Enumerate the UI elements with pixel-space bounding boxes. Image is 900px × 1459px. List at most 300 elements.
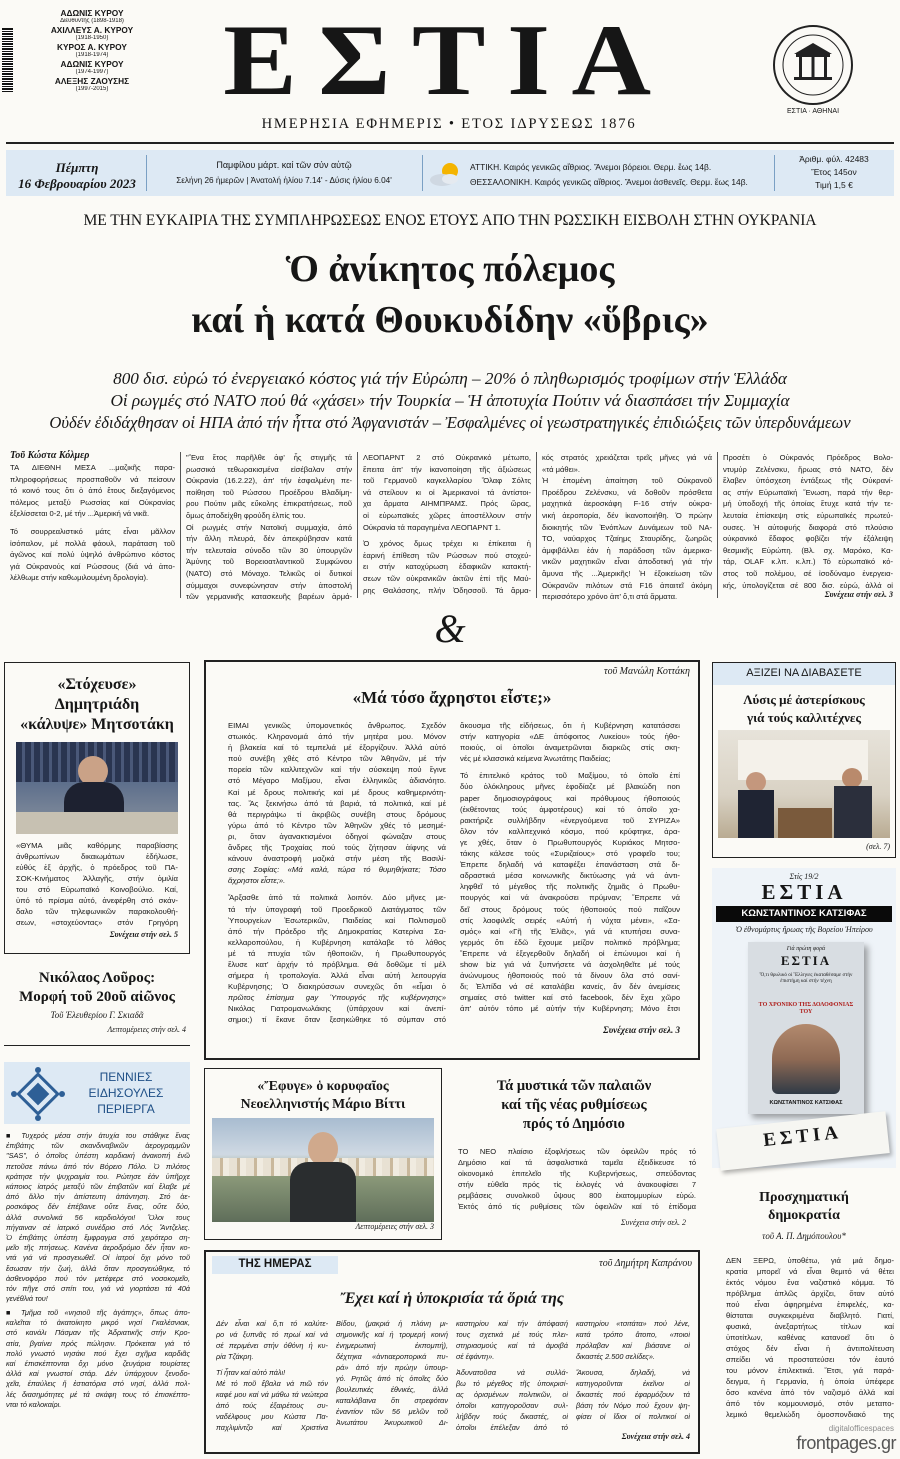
text-line: νική ἀεροπορία, δέν ἱκανοποιήθη. Ὁ πρώην	[542, 510, 712, 520]
text-line: πήγαιναν σέ ἰατρικό συνέδριο στό Λός Ἄντζελες.	[6, 1222, 190, 1232]
text-line: ΤΑ ΔΙΕΘΝΗ ΜΕΣΑ ...μαζικῆς παρα-	[10, 463, 175, 472]
text-line: σμός» καί «Γῆ τῆς Ἐλιᾶς», γιά νά κτυπήσει συνα-	[460, 926, 680, 936]
text-line: στήν εὐθεῖα πρός τίς ἐκλογές νά ἀνακουφίσει 7	[458, 1180, 696, 1189]
text-line: γενέθλιά του!	[6, 1294, 48, 1304]
text-line: πρόλαβαν καί βιάσανε οἱ	[576, 1341, 690, 1350]
right-top-label: ΑΞΙΖΕΙ ΝΑ ΔΙΑΒΑΣΕΤΕ	[746, 667, 862, 679]
text-line: κρατία μπορεῖ νά εἶναι θεμιτό νά θέτει	[726, 1267, 894, 1276]
text-line: ΤΟ, ναύαρχος Τζαίημς Σταυρίδης, ζωηρῶς	[542, 534, 712, 544]
text-line: ΣΟΚ-Κινήματος Ἀλλαγῆς, στήν ὁμιλία	[16, 874, 178, 883]
text-line: Ὁ χρόνος δμως τρέχει κι ἐπίκειται ἡ	[363, 539, 531, 549]
left-top-body	[16, 840, 178, 928]
text-line: σπείδει νά προστατεύσει τόν ἑαυτό	[726, 1355, 894, 1364]
text-line: σημαίες στό twitter καί στό facebook, δέν ἔχει χῶρο	[460, 993, 680, 1003]
text-line: Οἱ ρωγμές στήν Νατοϊκή συμμαχία, ἀπό	[186, 522, 352, 532]
text-line: στηριασμούς καί τά ἀμοιβά	[456, 1341, 568, 1350]
text-line: κάνουν ἀναστροφή μαζικά στήν μέση τῆς Βασιλί-	[228, 854, 446, 864]
text-line: δύο ὁλόκληρους μῆνες ἐφοδίαζε μέ βλακώδη non	[460, 782, 680, 792]
weather-attica: ΑΤΤΙΚΗ. Καιρός γενικῶς αἴθριος. Ἄνεμοι βόρειοι. Θερμ. ἕως 14β.	[470, 162, 712, 172]
text-line: ρακτήριζε συλλήβδην «ἐνεργούμενα τοῦ ΣΥΡΙΖΑ»	[460, 815, 680, 825]
photo-meeting	[718, 730, 890, 838]
text-line: ἀπό τούς ἐξαιρέτους συ-	[216, 1401, 328, 1410]
book-portrait	[772, 1024, 840, 1094]
text-line: λέλθωμε στήν καθωμιλουμένη δρολογία).	[10, 573, 149, 583]
text-line: Ἀδυνατοῦσα νά συλλά-	[456, 1368, 568, 1377]
text-line: ἀπό τόν κομμουνισμό, στόν μεταπο-	[726, 1399, 894, 1408]
right-top-headline: Λύσις μέ ἀστερίσκους	[743, 692, 865, 707]
text-line: ἄμυνα τῆς ...Ἀμερικῆς! Ἡ ἐξοικείωση τῶν	[542, 568, 712, 578]
text-line: Ἀνωτάτου Ἀκυρωτικοῦ Δι-	[336, 1418, 448, 1427]
text-line: δεῖ στους δρόμους τούς ἠθοποιούς πού παῖζουν	[460, 904, 680, 914]
text-line: Καί μέ δρους πολιτικής καί μέ δρους καθημερινότη-	[228, 787, 446, 797]
text-line: ὁποῖοι κατηγοροῦσαν συλ-	[456, 1401, 568, 1410]
text-line: μαχητικά ἀεροσκάφη F-16 στήν οὐκρα-	[542, 499, 712, 509]
text-line: πόλεμος μεταξύ Ρωσσίας καί Οὐκρανίας	[10, 497, 175, 507]
text-line: σημοι;) τί ἔκανε ὅταν ξεσηκώθηκε τό σύμπαν στό	[228, 1015, 446, 1025]
ornament-icon	[10, 1066, 66, 1122]
text-line: τό κοινό τους ὅτι ὁ ἀπό ἔτους διεξαγόμενος	[10, 486, 175, 496]
text-line: ἀλλά καί γνωστοί στάρ. Δέν ὑπάρχουν ξενοδο-	[6, 1369, 190, 1379]
text-line: γε χθές, ὅταν ὁ Πρωθυπουργός Κυριάκος Μητσο-	[460, 837, 680, 847]
lead-continue[interactable]: Συνέχεια στήν σελ. 3	[824, 590, 893, 599]
lead-headline-line2: καί ἡ κατά Θουκυδίδην «ὕβρις»	[191, 299, 709, 341]
text-line: ἔλυσε κατ' ἀρχήν τό πρόβλημα. Θά δοθῶμε τί μέλ	[228, 959, 446, 969]
pennies-item-2	[6, 1308, 190, 1410]
text-line: χα ἅρματα ΑΙΗΜΠΡΑΜΣ. Πρός ὥρας,	[363, 499, 531, 509]
text-line: μεῖο τῆς πτήσεως. Κανένα ἀεροδρόμιο δέν ἦταν κο-	[6, 1243, 190, 1253]
seal-emblem	[772, 24, 854, 106]
text-line: κράτησε τήν ψυχραιμία του. Ρώτησε ἐάν ὑπῆρχε	[6, 1171, 190, 1181]
text-line: οἱ εὐρωπαϊκές χῶρες ἀποστέλλουν στήν	[363, 510, 531, 520]
text-line: ἀνθρωπίνων δικαιωμάτων ἐδήλωσε,	[16, 852, 178, 861]
text-line: κατά τρόπο ἄτοπο, «ποιοί	[576, 1330, 690, 1339]
text-line: βουλευτικές ἐθνικές, ἀλλά	[336, 1385, 448, 1394]
text-line: γύρω ἀπό τό Κέντρο τῶν Ἀθηνῶν χθές τό μεσημέ-	[228, 820, 446, 830]
text-line: ἄκουσμα τῆς εἰδήσεως, ὅτι ἡ Κυβέρνηση κατατάσσει	[460, 721, 680, 730]
lead-column-2	[186, 452, 352, 603]
text-line: ἡ βλακεία καί τό τεμπελιά μέ ἐξοργίζουν. Ἀλλά αὐτό	[228, 743, 446, 753]
text-line: ναδέλφους μου Κώστα Πα-	[216, 1412, 328, 1421]
lead-column-5	[723, 452, 893, 591]
text-line: του στό Εὐρωπαϊκό Κοινοβούλιο. Καί,	[16, 885, 178, 894]
text-line: ρι, ὅταν ἀγανακτισμένοι ὁδηγοί φώναζαν στους	[228, 831, 446, 841]
text-line: ρία Τζάκρη.	[216, 1352, 254, 1361]
founder-name: ΑΔΩΝΙΣ ΚΥΡΟΥ	[60, 8, 124, 18]
founder-years: (1918-1974)	[75, 52, 109, 58]
text-line: καλεῖται τό ἀκατοίκητο μικρό νησί Γκαλέσνιακ,	[6, 1318, 190, 1328]
lead-subhead: 800 δισ. εὐρώ τό ἐνεργειακό κόστος γιά τήν Εὐρώπη – 20% ὁ πληθωρισμός τροφίμων στήν Ἑλλάδα	[113, 369, 787, 388]
text-line: τόν πῆγε στό σπίτι του, γιά νά γιορτάσει τά 40ά	[6, 1284, 190, 1294]
text-line: ρεμβάσεις συνολικοῦ ὕψους 800 ἑκατομμυρίων εὐρώ.	[458, 1191, 696, 1200]
text-line: ἀπό τήν Πρόεδρο τῆς Δημοκρατίας Κατερίνα Σα-	[228, 926, 446, 936]
lead-subhead: Οὐδέν ἐδιδάχθησαν οἱ ΗΠΑ ἀπό τήν ἧττα στό Ἀφγανιστάν – Ἐσφαλμένες οἱ γεωστρατηγικές ἐπιδιώξεις τῶν ὑπερδυνάμεων	[49, 413, 851, 432]
text-line: ρωσσικά τεθωρακισμένα εἰσέβαλαν στήν	[186, 464, 352, 474]
text-line: ληφθεῖ τό μέγεθος τῆς πολιτικῆς ζημιᾶς ὁ Πρωθυ-	[460, 882, 680, 892]
text-line: ὅλον τόν καλλιτεχνικό κόσμο, πού κρύφτηκε, ἀρα-	[460, 826, 680, 836]
text-line: στήν κατηγορία «ΔΕ ἀπόφοιτος Λυκείου» τούς ἠθο-	[460, 732, 680, 742]
text-line: πετοῦσε πάνω ἀπό τόν Βόρειο Πόλο. Ὁ πιλότος	[6, 1161, 190, 1171]
text-line: ΛΕΟΠΑΡΝΤ 2 στό Οὐκρανικό μέτωπο,	[363, 453, 531, 462]
text-line: ἔσωσαν τήν ζωή, ἀλλά ὅταν προσγειώθηκε, τό	[6, 1263, 190, 1273]
public-headline: πρός τό Δημόσιο	[523, 1116, 625, 1132]
text-line: τας. Ἄς ξεκινήσω ἀπό τά βαριά, τά πολιτικά, καί μέ	[228, 798, 446, 808]
photo-mario-vitti	[212, 1118, 434, 1222]
lead-byline: Τοῦ Κώστα Κόλμερ	[10, 450, 90, 461]
text-line: ἐξελίσσεται 0-2, μέ τήν ...Ἀμερική νά νικᾶ.	[10, 509, 150, 519]
text-line: ἀλλά συνολικά 56 καρδιολόγοι! Ὅλοι τους	[6, 1212, 190, 1222]
tis-imeras-col-2	[336, 1318, 448, 1428]
founder-years: (1997-2015)	[75, 86, 109, 92]
promo-date: Στίς 19/2	[789, 872, 819, 881]
text-line: του μόνον ἐπιλεκτικά. Ἔτσι, γιά παρά-	[726, 1366, 894, 1375]
text-line: δειγμα, ἡ Γερμανία, ἡ ὁποία ὑπέφερε	[726, 1377, 894, 1386]
text-line: πρῶτος ἐπίσημα gay Ὑπουργός τῆς κυβέρνησης»	[228, 993, 446, 1003]
text-line: ἀπό ἄλλο τήν ἀπίστευτη ἀπάντηση. Στό ἀε-	[6, 1192, 190, 1202]
text-line: δαλο τῶν τηλεφωνικῶν παρακολουθή-	[16, 907, 178, 916]
text-line: τάρ, OLAF κ.λπ. κ.λπ.) Τό εὐρωπαϊκό κό-	[723, 557, 893, 567]
text-line: εὐθύς ἐξ ἀρχῆς, ὁ πρόεδρος τοῦ ΠΑ-	[16, 863, 178, 872]
text-line: ΕΙΜΑΙ γενικῶς ὑπομονετικός ἄνθρωπος. Σχεδόν	[228, 721, 446, 730]
book-brand: ΕΣΤΙΑ	[780, 953, 832, 968]
text-line: Ἐπρεπε δηλαδή νά καταφέξει ἐπανάσταση στά δι-	[460, 860, 680, 870]
text-line: Οὐκρανῶν πιλότων στά F16 ἀπαιτεῖ ἀκόμη	[542, 580, 712, 590]
text-line: Βίδου, (μακριά ἡ πλάνη μι-	[336, 1319, 448, 1328]
text-line: καστηρίου «τσιτάτα» πού λένε,	[576, 1319, 690, 1328]
text-line: Ἀμύνης τοῦ Βορειοατλαντικοῦ Συμφώνου	[186, 557, 352, 567]
weather-thessaloniki: ΘΕΣΣΑΛΟΝΙΚΗ. Καιρός γενικῶς αἴθριος. Ἄνεμοι ἀσθενεῖς. Θερμ. ἕως 14β.	[470, 177, 748, 187]
tis-imeras-col-3	[456, 1318, 568, 1433]
founder-name: ΑΛΕΞΗΣ ΖΑΟΥΣΗΣ	[54, 76, 130, 86]
text-line: ντά γιά νά προσγειωθεῖ. Οἱ ἰατροί ὅχι μόνο τοῦ	[6, 1253, 190, 1263]
text-line: στος τοῦ πολέμου, σέ ἰσοδύναμο ἐνεργεια-	[723, 568, 893, 578]
text-line: ὑπό τό πρίσμα αὐτό, ἀνεφέρθη στό σκάν-	[16, 896, 178, 905]
text-line: ὁποῖοι ἐπέλεξαν ἀπό τό	[456, 1423, 568, 1432]
louros-headline: Μορφή τοῦ 20οῦ αἰῶνος	[19, 989, 175, 1005]
bitti-headline: Νεοελληνιστής Μάριο Βίττι	[240, 1096, 406, 1111]
text-line: "Ἕνα ἔτος παρῆλθε ἀφ' ἧς στιγμῆς τά	[186, 453, 352, 462]
text-line: διοικητής τῶν Ἐνόπλων Δυνάμεων τοῦ ΝΑ-	[542, 522, 712, 532]
lead-kicker: ΜΕ ΤΗΝ ΕΥΚΑΙΡΙΑ ΤΗΣ ΣΥΜΠΛΗΡΩΣΕΩΣ ΕΝΟΣ ΕΤΟΥΣ ΑΠΟ ΤΗΝ ΡΩΣΣΙΚΗ ΕΙΣΒΟΛΗ ΣΤΗΝ ΟΥΚΡΑΝΙΑ	[83, 212, 817, 229]
text-line: φίσει οἱ ἴδιοι οἱ πολιτικοί οἱ	[576, 1412, 690, 1421]
promo-brand: ΕΣΤΙΑ	[761, 880, 847, 904]
text-line: ἄνδρες τῆς Τροχαίας πού τούς ζήτησαν ἀίφνης νά	[228, 843, 446, 853]
text-line: Ὑπουργείων Ἐσωτερικῶν, Παιδείας καί Πολιτισμοῦ	[228, 915, 446, 925]
lead-column-3	[363, 452, 531, 596]
text-line: τους σχετικά μέ τούς πλει-	[456, 1330, 568, 1339]
text-line: ἐκτός νόμου ἕνα ναζιστικό κόμμα. Τό	[726, 1278, 894, 1287]
text-line: πολύ γνωστό νησάκι πού ἔχει σχῆμα καρδιᾶς	[6, 1348, 190, 1358]
text-line: νικῶν μαχητικῶν εἶναι ἀποδοτική γιά τήν	[542, 557, 712, 567]
text-line: τά τήν ὑπογραφή τοῦ Προεδρικοῦ Διατάγματος τῶν	[228, 904, 446, 914]
text-line: περισσότερο χρόνο ἀπ' ὅ,τι στά ἅρματα.	[542, 592, 678, 602]
text-line: πρόβλημα ἁπλῶς ἀρχίζει, ὅταν αὐτό	[726, 1289, 894, 1298]
text-line: μή ὑποδοχή τῆς ὁποίας ἔτυχε κατά τήν τε-	[723, 499, 893, 509]
text-line: σέ ἐφάντη».	[456, 1352, 495, 1361]
text-line: τῶν γερμανικῆς κατασκευῆς βαρέων ἁρμά-	[186, 592, 352, 602]
center-column-1	[228, 720, 446, 1026]
issue-year: Ἔτος 145ον	[811, 167, 857, 177]
text-line: Οὐκρανία (16.2.22), ἀπ' τήν ἐσφαλμένη πε-	[186, 476, 352, 486]
text-line: μέ τά πτυχία τῶν ἠθοποιῶν, ἡ Πρωθυπουργός	[228, 948, 446, 958]
text-line: ΤΟ ΝΕΟ πλαίσιο ἐξοφλήσεως τῶν ὀφειλῶν πρός τό	[458, 1147, 696, 1156]
tis-imeras-headline: Ἔχει καί ἡ ὑποκρισία τά ὅριά της	[340, 1290, 564, 1307]
text-line: (ἐκθέτοντας τούς ἀμφοτέρους) καί τό ὁποῖο χα-	[460, 804, 680, 814]
center-continue[interactable]: Συνέχεια στήν σελ. 3	[603, 1025, 680, 1035]
public-continue[interactable]: Συνέχεια στήν σελ. 2	[620, 1218, 686, 1227]
text-line: χεῖα, ἐπαύλεις ἤ ἐστιατόρια στό νησί, ἀλλά πολ-	[6, 1379, 190, 1389]
text-line: στό κανάλι Πάσμαν τῆς Ἀδριατικῆς στήν Κρο-	[6, 1328, 190, 1338]
pennies-label: ΕΙΔΗΣΟΥΛΕΣ	[88, 1086, 164, 1100]
text-line: γό. Ρητῶς ἀπό τίς ὁποῖες δύο	[336, 1374, 448, 1383]
lead-headline-line1: Ὁ ἀνίκητος πόλεμος	[285, 248, 615, 290]
founder-name: ΑΔΩΝΙΣ ΚΥΡΟΥ	[60, 59, 124, 69]
watermark: frontpages.gr	[796, 1433, 896, 1453]
text-line: Ἡ ἐπομένη ἀπαίτηση τοῦ Οὐκρανοῦ	[542, 476, 712, 486]
text-line: Τό σουρρεαλιστικό μάτς εἶναι μᾶλλον	[10, 526, 175, 536]
text-line: γερμός ὅτι ἐδῶ ἔχουμε μείζον πολιτικό πρόβλημα;	[460, 937, 680, 947]
text-line: ■ Τμῆμα τοῦ «νησιοῦ τῆς ἀγάπης», ὅπως ἀπο-	[6, 1308, 190, 1317]
text-line: βάση τόν Νόμο πού ἔχουν ψη-	[576, 1401, 690, 1410]
text-line: πού εἶναι ἀφηρημένα ἐπιφελές, κα-	[726, 1300, 894, 1309]
left-top-headline: «κάλυψε» Μητσοτάκη	[20, 716, 174, 733]
book-top-label: Γιά πρώτη φορά	[786, 946, 826, 952]
louros-headline: Νικόλαος Λοῦρος:	[38, 970, 156, 986]
right-top-headline: γιά τούς καλλιτέχνες	[747, 710, 861, 725]
text-line: κής, ὑπολογίζεται σέ 800 δισ. εὐρώ, ἀλλά οἱ	[723, 580, 893, 590]
text-line: paper δημοσιογράφους καί πρόθυμους ἠθοποιούς	[460, 793, 680, 803]
text-line: πουργός καί νά ἀνακρούσει πρύμναν; Ἔπρεπε νά	[460, 893, 680, 903]
text-line: ει στήν κατοχύρωση ἐδαφικῶν κατακτή-	[363, 562, 531, 572]
text-line: κάποιος ἰατρός μεταξύ τῶν ἐπιβατῶν καί ἔλαβε μέ	[6, 1182, 190, 1192]
text-line: στωικός. Κληρονομιά ἀπό τήν μητέρα μου. Μόνον	[228, 732, 446, 742]
text-line: ρου Πούτιν μιᾶς εὔκολης ἐπικρατήσεως, ποῦ	[186, 499, 352, 509]
text-line: «ΘΥΜΑ μιᾶς καθόρμης παραβίασης	[16, 841, 178, 850]
text-line: κός στρατός χρειάζεται τρεῖς μῆνες γιά νά	[542, 453, 712, 462]
text-line: φυσικά, ἀνεξαρτήτως τίτλων καί	[726, 1322, 894, 1331]
text-line: θά περιγράψω τί ἀκριβῶς συνέβη στους δρόμους	[228, 809, 446, 819]
text-line: Ἄκουσα, δηλαδή, νά	[576, 1368, 690, 1377]
text-line: Δημόσιο καί τά ἀσφαλιστικά ταμεῖα ἐξειδίκευσε τό	[458, 1158, 696, 1167]
photo-parliament-speaker	[16, 742, 178, 834]
text-line: θεσμικῆς Εὐρώπη. (Βλ. σχ. Μαρόκο, Κα-	[723, 545, 893, 555]
tis-imeras-col-4	[576, 1318, 690, 1422]
text-line: λευταία ἐπίσκεψη στίς εὐρωπαϊκές πρωτεύ-	[723, 510, 893, 520]
text-line: νται τό καλοκαίρι.	[6, 1399, 62, 1409]
text-line: «τά μάθει».	[542, 464, 581, 474]
text-line: λήβδην τούς δικαστές, οἱ	[456, 1412, 568, 1421]
center-headline: «Μά τόσο ἄχρηστοι εἶστε;»	[352, 688, 552, 707]
text-line: Νικόλας Γιατρομανωλάκης (ὑπάρχουν καί ἀνεπί-	[228, 1004, 446, 1014]
text-line: σήμερα ἡ τροπολογία. Ἀλλά εἶναι αὐτή λειτουργία	[228, 971, 446, 981]
masthead-tagline: ΗΜΕΡΗΣΙΑ ΕΦΗΜΕΡΙΣ • ΕΤΟΣ ΙΔΡΥΣΕΩΣ 1876	[261, 116, 637, 132]
text-line: ἐναντίον τῶν 56 μελῶν τοῦ	[336, 1407, 448, 1416]
promo-subtitle: Ὁ ἐθνομάρτυς ἥρωας τῆς Βορείου Ἠπείρου	[735, 925, 873, 934]
text-line: show biz γιά νά ξυπνήσετε νά ἀσχοληθεῖτε μέ τούς	[460, 959, 680, 969]
text-line: κατηγοροῦνται ἐκεῖνοι οἱ	[576, 1379, 690, 1388]
moon-sun-times: Σελήνη 26 ἡμερῶν | Ἀνατολή ἡλίου 7.14' - Δύσις ἡλίου 6.04'	[176, 176, 392, 185]
founder-years: Διευθυντής (1898-1918)	[60, 18, 124, 24]
text-line: ἀγῶνος καί πολύ ὑψηλό ἀνθρώπινο κόστος	[10, 550, 175, 560]
text-line: σεων τῶν οὐκρανικῶν ἀκτῶν ἐπί τῆς Μαύ-	[363, 573, 531, 583]
text-line: αδραστικά μέσα κοινωνικῆς δικτύωσης γιά νά ἀντι-	[460, 871, 680, 881]
text-line: θίσταται συγκεκριμένα διαβλητό. Γιατί,	[726, 1311, 894, 1320]
text-line: τήν τελευταία σύνοδο τῶν 30 ὑπουργῶν	[186, 545, 352, 555]
text-line: λές διασημότητες μέ τά σκάφη τους τό ἐπισκέπτο-	[6, 1389, 190, 1399]
book-name: ΚΩΝΣΤΑΝΤΙΝΟΣ ΚΑΤΣΙΦΑΣ	[769, 1100, 843, 1106]
text-line: Προσέτι ὁ Οὐκρανός Πρόεδρος Βολο-	[723, 453, 893, 462]
text-line: ας ὁρισμένων πολιτικῶν, οἱ	[456, 1390, 568, 1399]
book-red-text: ΤΟ ΧΡΟΝΙΚΟ ΤΗΣ ΔΟΛΟΦΟΝΙΑΣ ΤΟΥ	[758, 1002, 854, 1015]
paper-brand: ΕΣΤΙΑ	[762, 1121, 843, 1152]
tis-imeras-continue[interactable]: Συνέχεια στήν σελ. 4	[621, 1432, 690, 1441]
source-mark: digitalofficespaces	[828, 1424, 894, 1433]
text-line: ἐαρινή ἐπίθεση τῶν Ρώσσων πού στοχεύ-	[363, 550, 531, 560]
bitti-headline: «Ἔφυγε» ὁ κορυφαῖος	[257, 1078, 389, 1093]
pennies-label: ΠΕΝΝΙΕΣ	[99, 1070, 153, 1084]
promo-title: ΚΩΝΣΤΑΝΤΙΝΟΣ ΚΑΤΣΙΦΑΣ	[741, 908, 867, 919]
text-line: δικαστές πού ἐφαρμόζουν τά	[576, 1390, 690, 1399]
lead-subhead: Οἱ ρωγμές στό ΝΑΤΟ πού θά «χάσει» τήν Τουρκία – Ἡ ἀποτυχία Πούτιν νά διασπάσει τήν Συμμαχία	[110, 391, 790, 410]
text-line: πορεία τῶν καλλιτεχνῶν καί τήν σύσκεψη πού ἔγινε	[228, 765, 446, 775]
text-line: ΔΕΝ ΞΕΡΩ, ὑποθέτω, γιά μιά δημο-	[726, 1256, 894, 1265]
text-line: (NATO) στό Μόναχο. Τελικῶς οἱ δυτικοί	[186, 568, 352, 578]
founder-years: (1918-1950)	[75, 35, 109, 41]
founder-name: ΚΥΡΟΣ Α. ΚΥΡΟΥ	[57, 42, 127, 52]
saint-of-day: Παμφίλου μάρτ. καί τῶν σύν αὐτῷ	[216, 160, 352, 170]
text-line: Δέν εἶναι καί ὅ,τι τό καλύτε-	[216, 1319, 328, 1328]
text-line: ουσες. Ἡ αὐτοφυής διαφορά στό πλούσιο	[723, 522, 893, 532]
public-headline: Τά μυστικά τῶν παλαιῶν	[496, 1078, 652, 1094]
issue-price: Τιμή 1,5 €	[815, 180, 853, 190]
text-line: σεων, «στοχεύοντας» στόν Γρηγόρη	[16, 918, 178, 927]
tis-imeras-label: ΤΗΣ ΗΜΕΡΑΣ	[238, 1258, 312, 1270]
text-line: ρο νά ξυπνᾶς τό πρωί καί νά	[216, 1330, 328, 1339]
democracy-headline: δημοκρατία	[768, 1208, 840, 1223]
text-line: ροσκάφος δέν ἐπέβαινε οὔτε ἕνας, οὔτε δύο,	[6, 1202, 190, 1212]
text-line: ἔπειτα ἀπ' τήν ἱκανοποίηση τῆς ἀξιώσεως	[363, 464, 531, 474]
text-line: Οὐκρανία τά παραγημένα ΛΕΟΠΑΡΝΤ 1.	[363, 522, 501, 532]
text-line: Προέδρου Ζελένσκυ, νά δοθοῦν πρόσθετα	[542, 487, 712, 497]
founder-name: ΑΧΙΛΛΕΥΣ Α. ΚΥΡΟΥ	[50, 25, 134, 35]
text-line: στίς λαοφιλεῖς σειρές «Αὐτή ἡ νύχτα μένει», «Σα-	[460, 915, 680, 925]
text-line: βω τό μέγεθος τῆς ὑποκρισί-	[456, 1379, 568, 1388]
text-line: καί ἐπισκέπτονται ὄχι μόνο ζευγάρια τουρίστες	[6, 1359, 190, 1369]
text-line: δικαστές 2.500 σελίδες».	[576, 1352, 655, 1361]
lead-column-4	[542, 452, 712, 603]
text-line: ἐπιβάτης τῶν σκανδιναβικῶν ἀερογραμμῶν	[6, 1141, 190, 1151]
text-line: τοῦ Γερμανοῦ καγκελλαρίου Ὄλαφ Σόλτς	[363, 476, 531, 486]
text-line: πληροφορήσεως προσπαθοῦν νά πείσουν	[10, 474, 175, 484]
center-column-2	[460, 720, 680, 1014]
louros-byline: Τοῦ Ἐλευθερίου Γ. Σκιαδᾶ	[50, 1010, 144, 1020]
louros-continue[interactable]: Λεπτομέρειες στήν σελ. 4	[107, 1025, 186, 1034]
text-line: ποιούς, οἱ ὁποῖοι ἀναμετρῶνται διαρκῶς στίς σκη-	[460, 743, 680, 753]
tis-imeras-byline: τοῦ Δημήτρη Καπράνου	[599, 1258, 692, 1269]
text-line: ατία, βγαίνει πρός πώλησιν. Πρόκειται γιά τό	[6, 1338, 190, 1348]
text-line: γιά Οὐκρανούς καί Ρώσσους (διά νά ἀπο-	[10, 561, 175, 571]
text-line: σύμμαχοι συνεφώνησαν στήν ἀποστολή	[186, 580, 352, 590]
text-line: ἐνημερωτική ἐκπομπή),	[336, 1341, 448, 1350]
text-line: τήν ἄλλη πλευρά, δέν ἀπεκρύβησαν κατά	[186, 534, 352, 544]
date-day: Πέμπτη	[55, 160, 99, 175]
text-line: ποίθηση τοῦ Ρώσσου Προέδρου Βλαδίμη-	[186, 487, 352, 497]
text-line: καταλάβαινα ὅτι στρεφόταν	[336, 1396, 448, 1405]
weather-icon	[428, 160, 464, 188]
right-top-continue[interactable]: (σελ. 7)	[866, 842, 890, 851]
text-line: ὑποτίτλων, καθένας κατανοεῖ ὅτι ὁ	[726, 1333, 894, 1342]
democracy-headline: Προσχηματική	[759, 1190, 849, 1205]
left-top-headline: Δημητριάδη	[54, 696, 140, 713]
text-line: ■ Τυχερός μέσα στήν ἀτυχία του στάθηκε ἕνας	[6, 1131, 190, 1140]
left-top-headline: «Στόχευσε»	[57, 676, 137, 693]
text-line: νές μέ κλασσικά κείμενα Ἀνωτάτης Παιδείας;	[460, 754, 611, 764]
text-line: ρά» ἀπό τήν πρώην ὑπουρ-	[336, 1363, 448, 1372]
text-line: ἀπ' αὐτόν τόπο μέ αὐτήν τήν Κυβέρνηση; Μόνο ἔτσι	[460, 1004, 680, 1014]
text-line: κελλαροπούλου, ἡ Κυβέρνηση κατάλαβε τό λάθος	[228, 937, 446, 947]
text-line: καστηρίου καί τήν ἀπόφασή	[456, 1319, 568, 1328]
text-line: σημονικῆς καί ἡ τρομερή κοινή	[336, 1330, 448, 1339]
text-line: ἔλαβεν ὑπόσχεση ἐντάξεως τῆς Οὐκρανί-	[723, 476, 893, 486]
text-line: λεμικό θεμελιώδη ὁμοσπονδιακό της	[726, 1410, 894, 1419]
pennies-item-1	[6, 1131, 190, 1304]
text-line: Τί ἦταν καί αὐτό πάλι!	[216, 1368, 286, 1377]
issue-number: Ἀριθμ. φύλ. 42483	[799, 154, 869, 164]
text-line: οὐκρανικό ἔδαφος φοβίζει τήν ἐξάλειψη	[723, 534, 893, 544]
text-line: δέχτηκα «ἀντιαεροπορικά πυ-	[336, 1352, 448, 1361]
text-line: Ὁ ἐπιβάτης ὑπέστη ἔμφραγμα στό χειρότερο ση-	[6, 1233, 190, 1243]
text-line: Τό ἐπιτελικό κράτος τοῦ Μαξίμου, τό ὁποῖο ἐπί	[460, 771, 680, 781]
text-line: νά στείλουν κι οἱ Ἀμερικανοί τά ἀντίστοι-	[363, 487, 531, 497]
pennies-label: ΠΕΡΙΕΡΓΑ	[97, 1102, 155, 1116]
public-body	[458, 1146, 696, 1212]
text-line: ἰσόπαλον, μέ πολλά φάουλ, παράταση τοῦ	[10, 538, 175, 548]
text-line: Μέ τό ποῦ ἔβαλα νά πιῶ τόν	[216, 1379, 328, 1388]
text-line: ρης Θαλάσσης, πλήν Ὀδησσοῦ. Τά ἅρμα-	[363, 585, 531, 595]
founders-list	[18, 8, 166, 93]
text-line: ἀνώνυμους ἠθοποιούς πού τά δίνουν ὅλα στό σανί-	[460, 971, 680, 981]
book-cover	[748, 942, 864, 1114]
text-line: στό Μέγαρο Μαξίμου, εἶναι ἐλληνικῶς ἀδιανόητο.	[228, 776, 446, 786]
text-line: Κυβέρνησης; Ὁ διακηρύσσων συνεχῶς ὅτι «εἶμαι ὁ	[228, 982, 446, 992]
center-byline: τοῦ Μανώλη Κοττάκη	[603, 666, 690, 677]
democracy-byline: τοῦ Α. Π. Δημόπουλου*	[762, 1231, 846, 1241]
seal-text: ΕΣΤΙΑ · ΑΘΗΝΑΙ	[786, 108, 840, 115]
text-line: σέ περιμένει στήν ὀθόνη ἡ κυ-	[216, 1341, 328, 1350]
lead-column-1	[10, 462, 175, 584]
barcode	[2, 28, 13, 92]
text-line: παχλιμίντζο καί Χριστίνα	[216, 1423, 328, 1432]
text-line: καφέ μου καί νά μάθω τά νεώτερα	[216, 1390, 328, 1399]
text-line: ντυμύρ Ζελένσκυ, ἥρωας στό ΝΑΤΟ, δέν	[723, 464, 893, 474]
text-line: ἄχρηστοι εἶστε;».	[228, 876, 286, 886]
text-line: ὅσο κανένα ἀπό τόν ναζισμό ἀλλά καί	[726, 1388, 894, 1397]
left-top-continue[interactable]: Συνέχεια στήν σελ. 5	[109, 930, 178, 939]
text-line: σσης Σοφίας: «Μά καλά, τώρα τό θυμηθήκατε; Τόσο	[228, 865, 446, 875]
bitti-continue[interactable]: Λεπτομέρειες στήν σελ. 3	[355, 1222, 434, 1231]
text-line: Ἄρξασθε ἀπό τά πολιτικά λοιπόν. Δύο μῆνες με-	[228, 893, 446, 903]
founder-years: (1974-1997)	[75, 69, 109, 75]
ampersand-divider: &	[434, 606, 466, 651]
text-line: πού συνέβη χθές στό Κέντρο τῶν Ἀθηνῶν, μέ τήν	[228, 754, 446, 764]
date-full: 16 Φεβρουαρίου 2023	[18, 176, 136, 191]
text-line: οἰκονομικό ἐπιτελεῖο τῆς Κυβερνήσεως, σπεύδοντας	[458, 1169, 696, 1178]
masthead-title: ΕΣΤΙΑ	[223, 4, 673, 117]
text-line: δι; Ἐλπίδα νά σέ καταλάβει κανείς, ἄν δέν ἀνεμίσεις	[460, 982, 680, 992]
text-line: "SAS", ὁ ὁποῖος ὑπέστη καρδιακή ἀνακοπή ἐνῶ	[6, 1151, 190, 1161]
book-quote: Ὅ,τι θρυλικό οἱ Ἕλληνες ἐκαταθέσαμε στήν ἐπιστήμη καί στήν τέχνη	[759, 972, 853, 985]
democracy-body	[726, 1255, 894, 1420]
text-line: στόχος δέν εἶναι ἡ ἀντιπολίτευση	[726, 1344, 894, 1353]
